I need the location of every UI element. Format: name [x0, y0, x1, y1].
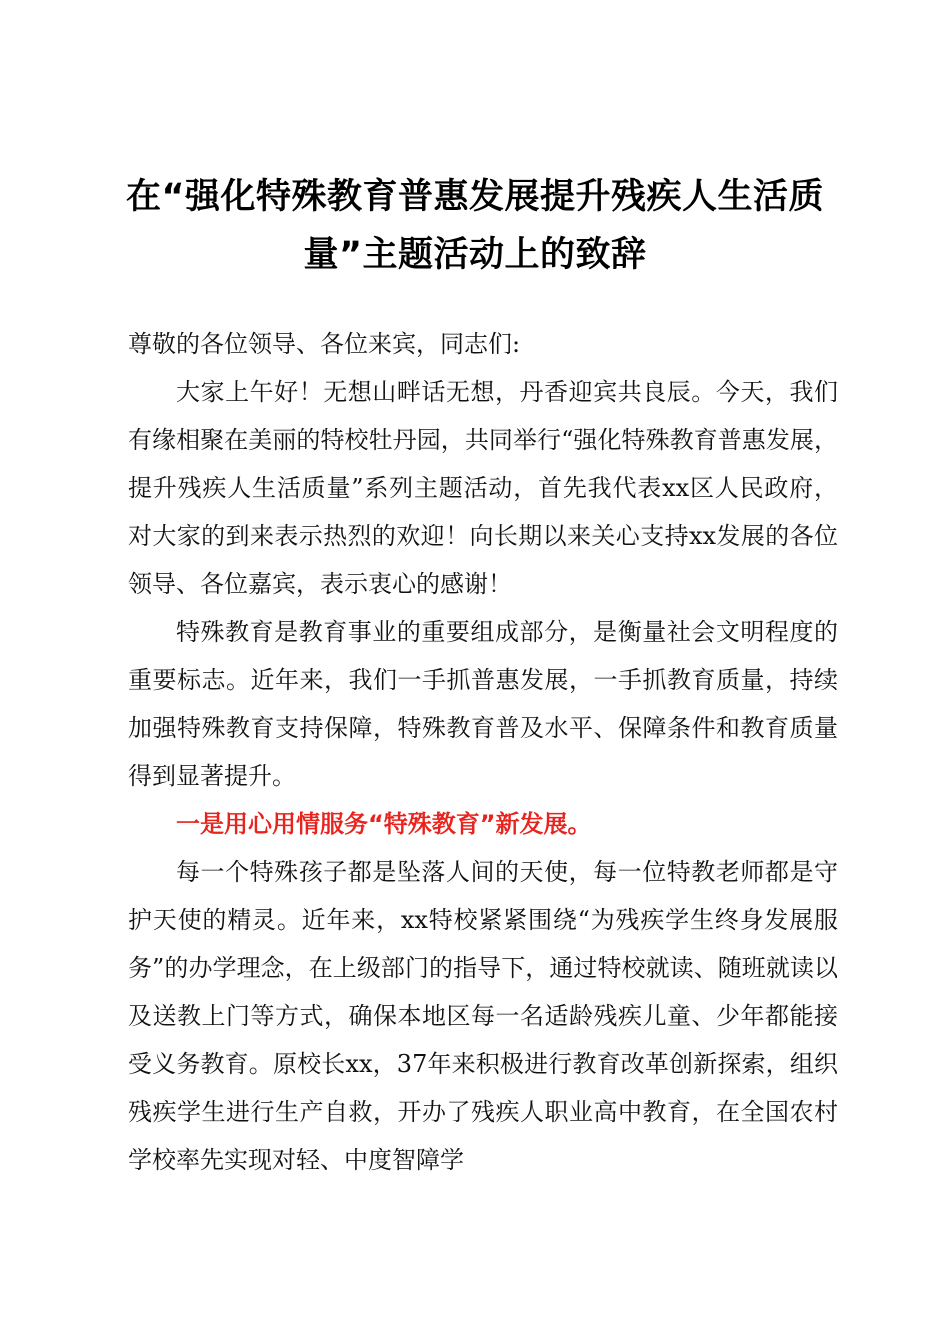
paragraph-special-education: 特殊教育是教育事业的重要组成部分，是衡量社会文明程度的重要标志。近年来，我们一手抓普惠发展，一手抓教育质量，持续加强特殊教育支持保障，特殊教育普及水平、保障条件和教育质量得到显著提升。: [128, 618, 838, 790]
paragraph-school-development: 每一个特殊孩子都是坠落人间的天使，每一位特教老师都是守护天使的精灵。近年来，xx特校紧紧围绕“为残疾学生终身发展服务”的办学理念，在上级部门的指导下，通过特校就读、随班就读以及送教上门等方式，确保本地区每一名适龄残疾儿童、少年都能接受义务教育。原校长xx，37年来积极进行教育改革创新探索，组织残疾学生进行生产自救，开办了残疾人职业高中教育，在全国农村学校率先实现对轻、中度智障学: [128, 858, 838, 1174]
document-title-line-1: 在“强化特殊教育普惠发展提升残疾人生活质: [125, 177, 824, 217]
document-title-line-2: 量”主题活动上的致辞: [303, 235, 647, 275]
salutation: 尊敬的各位领导、各位来宾，同志们:: [128, 330, 521, 358]
section-heading: 一是用心用情服务“特殊教育”新发展。: [176, 810, 592, 838]
paragraph-welcome: 大家上午好！无想山畔话无想，丹香迎宾共良辰。今天，我们有缘相聚在美丽的特校牡丹园，共同举行“强化特殊教育普惠发展，提升残疾人生活质量”系列主题活动，首先我代表xx区人民政府，对大家的到来表示热烈的欢迎！向长期以来关心支持xx发展的各位领导、各位嘉宾，表示衷心的感谢！: [128, 378, 838, 598]
